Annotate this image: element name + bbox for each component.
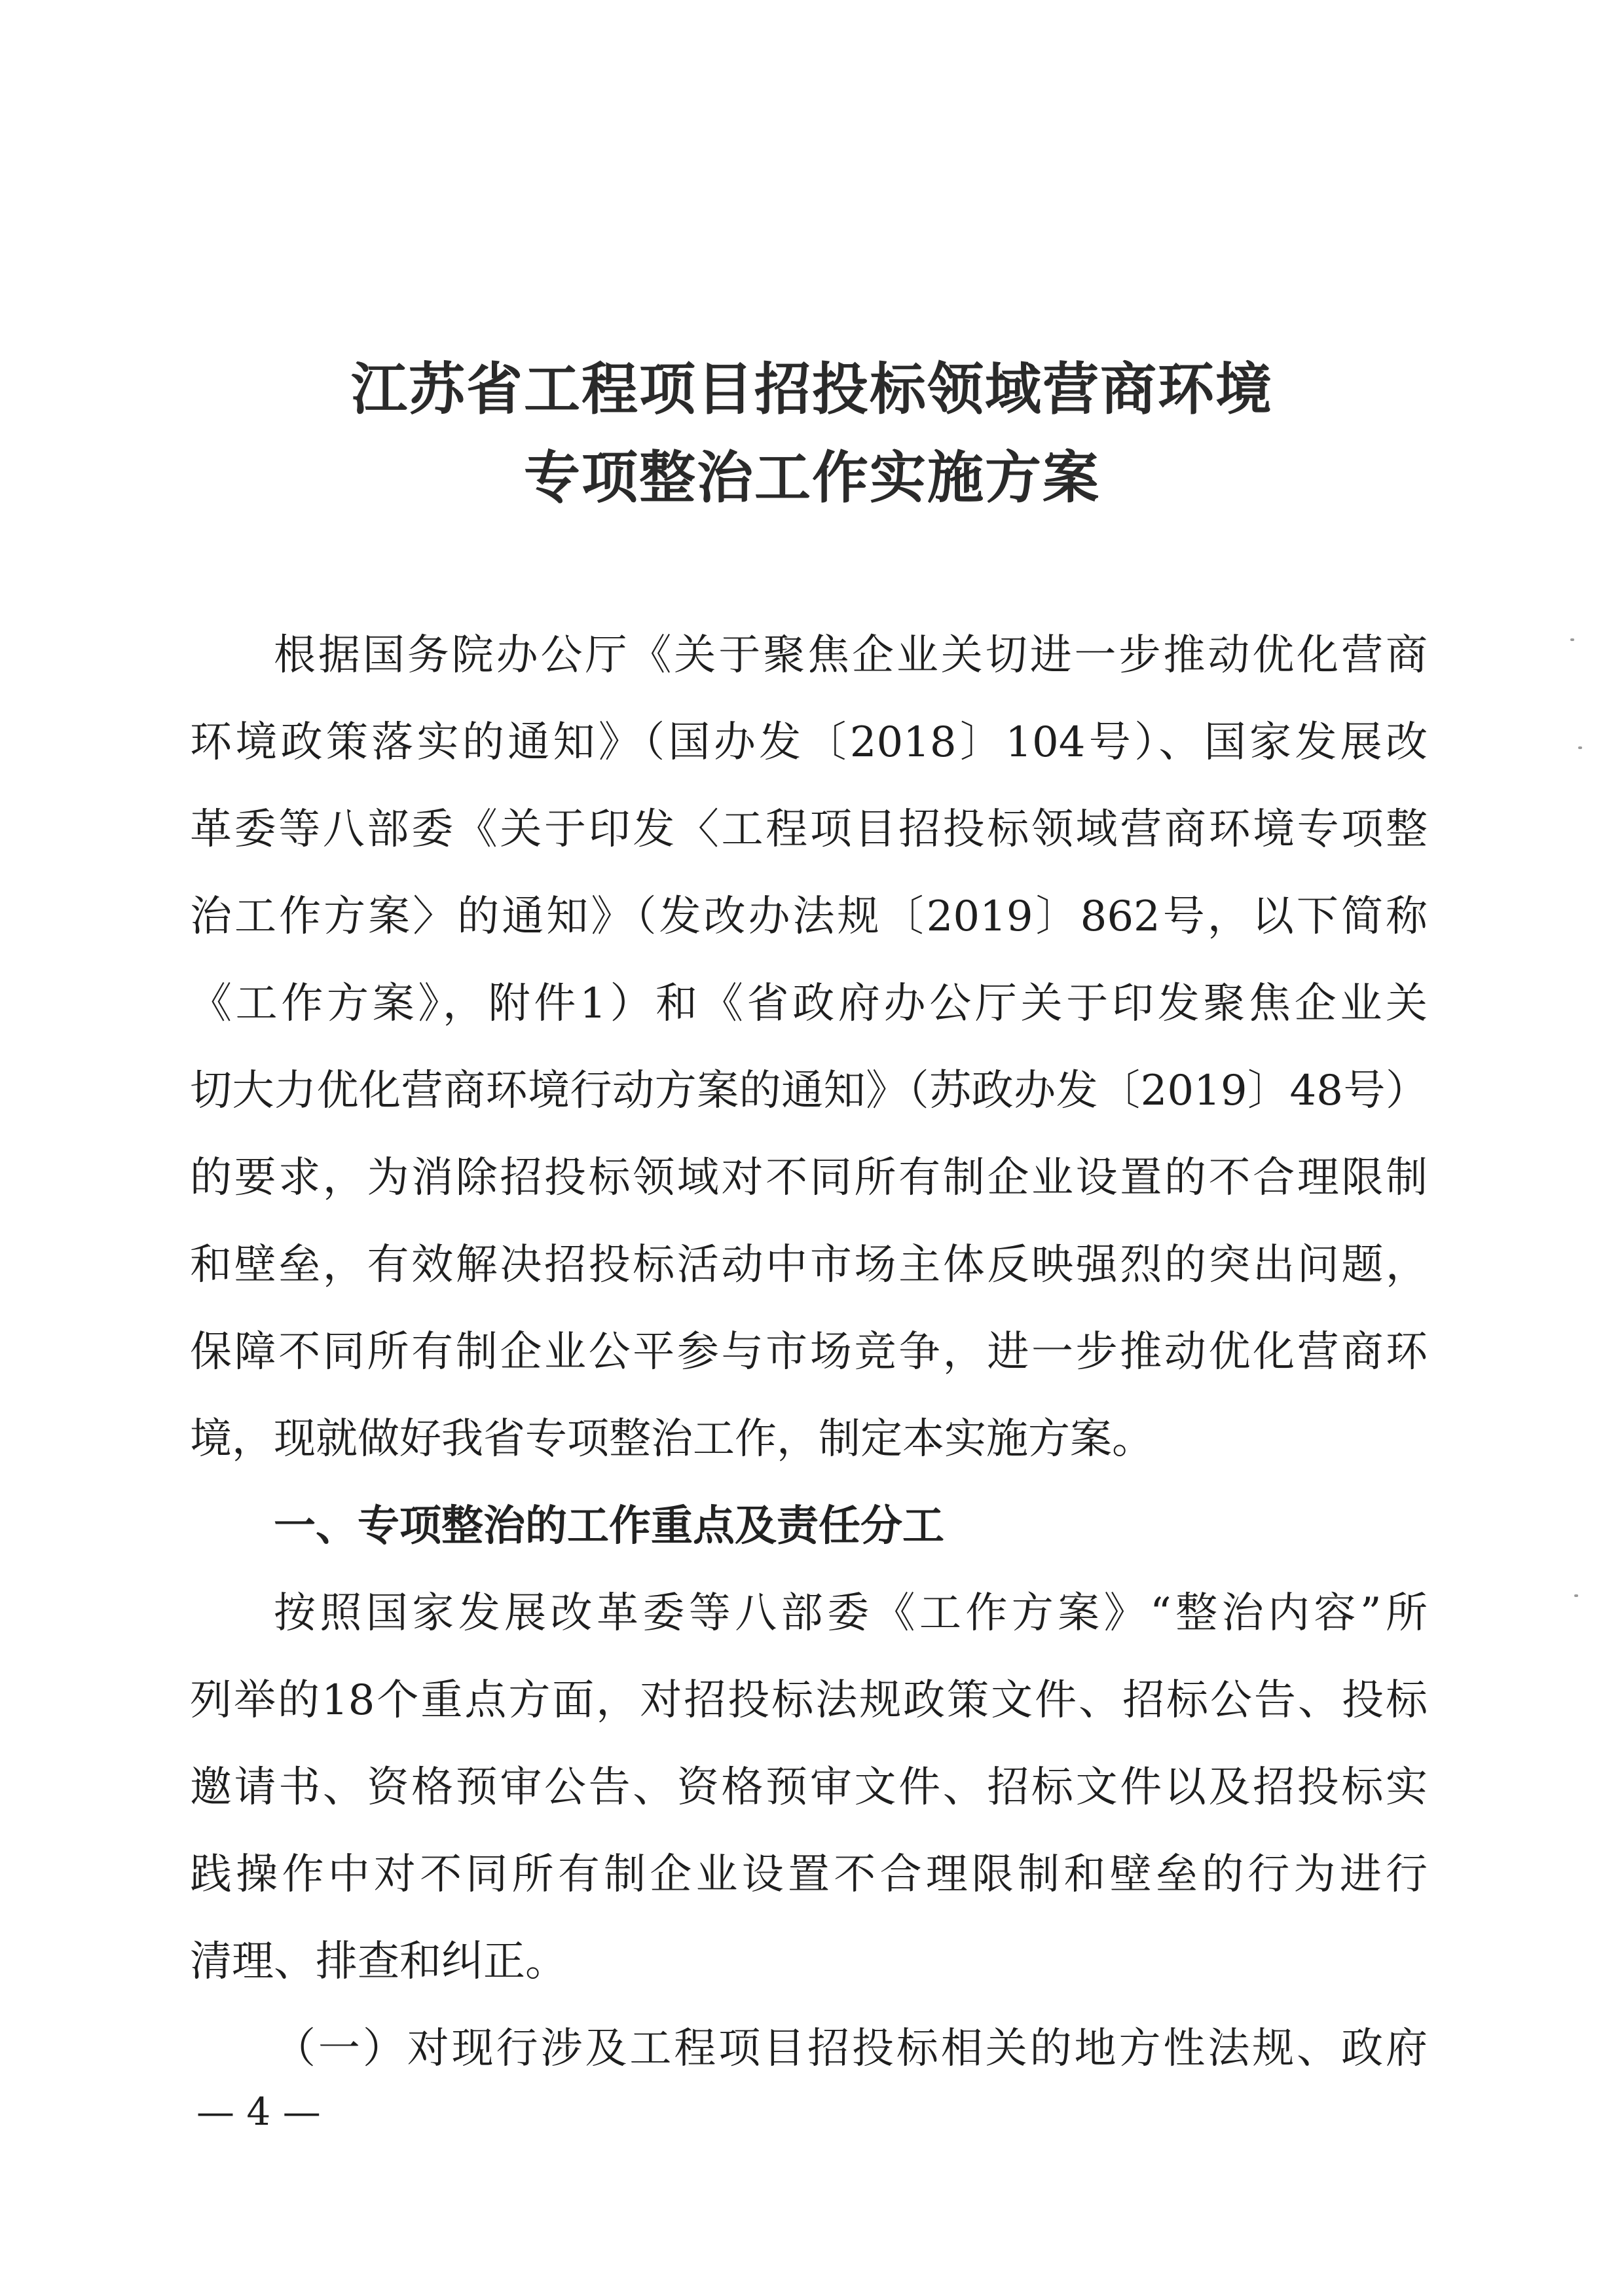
paragraph-line: 境，现就做好我省专项整治工作，制定本实施方案。 [190, 1415, 1154, 1463]
page-number: — 4 — [196, 2089, 321, 2134]
paragraph-line: 践操作中对不同所有制企业设置不合理限制和壁垒的行为进行 [190, 1850, 1428, 1899]
section-heading: 一、专项整治的工作重点及责任分工 [274, 1502, 944, 1551]
paragraph-section-1 [190, 1570, 1428, 2006]
paragraph-line: 按照国家发展改革委等八部委《工作方案》“整治内容”所 [274, 1589, 1428, 1638]
paragraph-line: 保障不同所有制企业公平参与市场竞争，进一步推动优化营商环 [190, 1328, 1428, 1376]
paragraph-line: 清理、排查和纠正。 [190, 1937, 567, 1986]
paragraph-line: 切大力优化营商环境行动方案的通知》（苏政办发〔2019〕48号） [190, 1067, 1428, 1115]
paragraph-line: 治工作方案〉的通知》（发改办法规〔2019〕862号，以下简称 [190, 892, 1428, 941]
document-title-line-2: 专项整治工作实施方案 [524, 445, 1100, 511]
paragraph-intro [190, 612, 1428, 1483]
document-body [190, 612, 1428, 2093]
paragraph-line: 根据国务院办公厅《关于聚焦企业关切进一步推动优化营商 [274, 631, 1428, 680]
paragraph-line: 环境政策落实的通知》（国办发〔2018〕104号）、国家发展改 [190, 718, 1428, 767]
paragraph-line: （一）对现行涉及工程项目招投标相关的地方性法规、政府 [274, 2025, 1428, 2073]
paragraph-line: 列举的18个重点方面，对招投标法规政策文件、招标公告、投标 [190, 1676, 1428, 1725]
scan-speck [1570, 638, 1574, 641]
paragraph-line: 邀请书、资格预审公告、资格预审文件、招标文件以及招投标实 [190, 1763, 1428, 1812]
paragraph-line: 的要求，为消除招投标领域对不同所有制企业设置的不合理限制 [190, 1154, 1428, 1202]
paragraph-subsection-1 [190, 2006, 1428, 2093]
scan-speck [1578, 746, 1582, 749]
scan-speck [1574, 1594, 1578, 1597]
paragraph-line: 和壁垒，有效解决招投标活动中市场主体反映强烈的突出问题， [190, 1241, 1428, 1289]
paragraph-line: 《工作方案》，附件1）和《省政府办公厅关于印发聚焦企业关 [190, 980, 1428, 1028]
document-title-line-1: 江苏省工程项目招投标领域营商环境 [351, 357, 1273, 422]
paragraph-line: 革委等八部委《关于印发〈工程项目招投标领域营商环境专项整 [190, 805, 1428, 854]
